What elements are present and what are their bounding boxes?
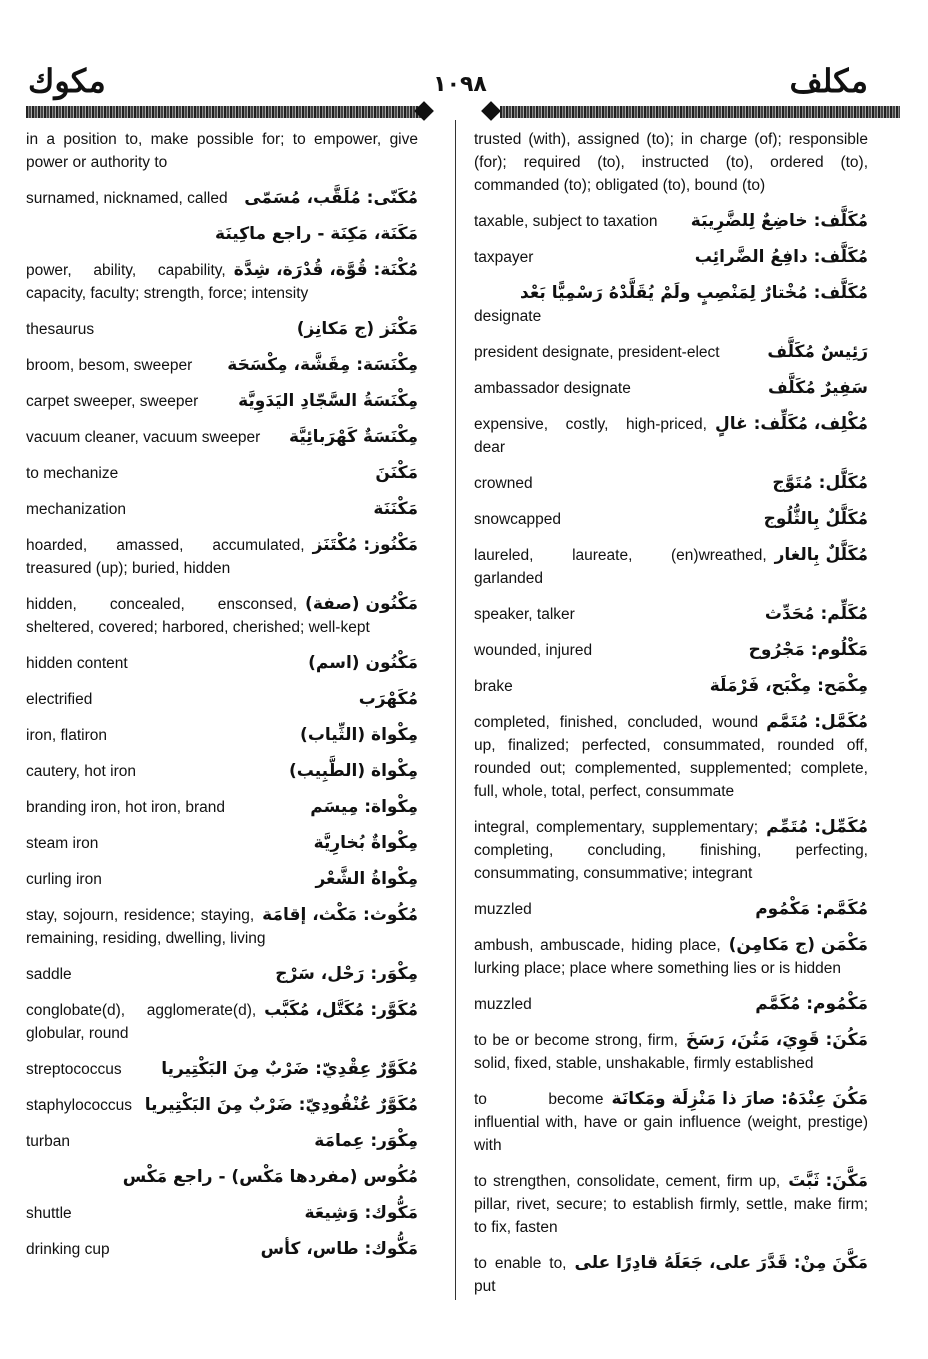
left-column — [26, 128, 418, 1274]
arabic-headword: مَكْنَنَ — [375, 463, 418, 483]
arabic-headword: مِكْوَر: رَحْل، سَرْج — [275, 964, 418, 984]
arabic-headword: مُكَلَّف: خاضِعٌ لِلضَّرِيبَة — [690, 211, 868, 231]
header-ornament-right — [500, 106, 900, 118]
english-definition: completed, finished, concluded, wound up, finalized; perfected, consummated, rounded off, rounded out; complemented, supplemented; complete, full, whole, total, perfect, consummate — [474, 714, 868, 800]
dictionary-entry — [26, 868, 418, 891]
dictionary-entry — [474, 993, 868, 1016]
dictionary-entry — [26, 1202, 418, 1225]
arabic-headword: مُكَمِّل: مُتَمِّم — [766, 817, 868, 837]
arabic-headword: مِكْنَسَةٌ كَهْرَبائِيَّة — [289, 427, 418, 447]
dictionary-entry — [474, 128, 868, 197]
arabic-headword: مُكْلِف، مُكَلِّف: غالٍ — [714, 414, 868, 434]
dictionary-entry — [26, 760, 418, 783]
english-definition: laureled, laureate, (en)wreathed, garlanded — [474, 547, 767, 587]
english-definition: designate — [474, 308, 542, 325]
dictionary-entry — [26, 1166, 418, 1189]
arabic-headword: مِكْمَح: مِكْبَح، فَرْمَلَة — [709, 676, 868, 696]
dictionary-entry — [26, 904, 418, 950]
arabic-headword: مِكْواة (الطَّبِيب) — [288, 761, 418, 781]
arabic-headword: مُكَلَّلٌ بِالثُّلُوج — [763, 509, 868, 529]
english-definition: ambush, ambuscade, hiding place, lurking place; place where something lies or is hidden — [474, 937, 842, 977]
header-right-word: مكلف — [789, 62, 868, 100]
arabic-headword: مَكْمَن (ج مَكامِن) — [728, 935, 868, 955]
dictionary-entry — [474, 711, 868, 803]
english-definition: mechanization — [26, 501, 126, 518]
arabic-headword: مُكَهْرَب — [358, 689, 418, 709]
arabic-headword: مَكَّنَ: ثَبَّتَ — [788, 1171, 868, 1191]
dictionary-entry — [26, 462, 418, 485]
arabic-headword: سَفِيرٌ مُكَلَّف — [768, 378, 868, 398]
dictionary-entry — [474, 603, 868, 626]
dictionary-entry — [26, 1058, 418, 1081]
arabic-headword: مِكْواة: مِيسَم — [310, 797, 418, 817]
english-definition: muzzled — [474, 901, 532, 918]
english-definition: shuttle — [26, 1205, 72, 1222]
dictionary-entry — [474, 675, 868, 698]
english-definition: steam iron — [26, 835, 99, 852]
dictionary-entry — [26, 999, 418, 1045]
arabic-headword: مَكْنَز (ج مَكانِز) — [296, 319, 418, 339]
arabic-headword: مُكُوس (مفردها مَكْس) - راجع مَكْس — [122, 1167, 418, 1187]
dictionary-entry — [26, 593, 418, 639]
dictionary-entry — [26, 652, 418, 675]
english-definition: carpet sweeper, sweeper — [26, 393, 199, 410]
english-definition: expensive, costly, high-priced, dear — [474, 416, 707, 456]
arabic-headword: مَكْنُون (صفة) — [305, 594, 418, 614]
page-number: ١٠٩٨ — [433, 72, 487, 97]
right-column — [474, 128, 868, 1311]
dictionary-entry — [26, 796, 418, 819]
dictionary-entry — [474, 1088, 868, 1157]
english-definition: crowned — [474, 475, 533, 492]
arabic-headword: مَكْنَنَة — [373, 499, 418, 519]
english-definition: streptococcus — [26, 1061, 122, 1078]
arabic-headword: مُكَمَّم: مَكْمُوم — [755, 899, 868, 919]
dictionary-entry — [26, 223, 418, 246]
english-definition: power, ability, capability, capacity, faculty; strength, force; intensity — [26, 262, 309, 302]
dictionary-entry — [26, 724, 418, 747]
english-definition: taxpayer — [474, 249, 534, 266]
arabic-headword: مُكَلَّف: دافِعُ الضَّرائِب — [694, 247, 868, 267]
dictionary-entry — [474, 934, 868, 980]
english-definition: wounded, injured — [474, 642, 593, 659]
english-definition: taxable, subject to taxation — [474, 213, 658, 230]
arabic-headword: مَكْلُوم: مَجْرُوح — [748, 640, 868, 660]
arabic-headword: مُكَلِّم: مُحَدِّث — [764, 604, 868, 624]
arabic-headword: مَكْمُوم: مُكَمَّم — [755, 994, 868, 1014]
arabic-headword: مُكْنَة: قُوَّة، قُدْرَة، شِدَّة — [233, 260, 418, 280]
dictionary-entry — [474, 508, 868, 531]
arabic-headword: مُكَلَّل: مُتَوَّج — [772, 473, 868, 493]
dictionary-entry — [474, 1170, 868, 1239]
dictionary-entry — [26, 354, 418, 377]
arabic-headword: مُكَلَّلٌ بِالغار — [774, 545, 868, 565]
arabic-headword: مِكْواة (الثِّياب) — [300, 725, 418, 745]
dictionary-entry — [26, 259, 418, 305]
arabic-headword: مُكَمَّل: مُتَمَّم — [766, 712, 868, 732]
english-definition: president designate, president-elect — [474, 344, 720, 361]
dictionary-entry — [474, 246, 868, 269]
dictionary-entry — [26, 187, 418, 210]
dictionary-entry — [26, 688, 418, 711]
arabic-headword: مُكَوَّرٌ عُنْقُودِيّ: ضَرْبٌ مِنَ البَكْتِيريا — [144, 1095, 418, 1115]
arabic-headword: مَكَّنَ مِنْ: قَدَّرَ على، جَعَلَهُ قادِرًا على — [574, 1253, 868, 1273]
dictionary-entry — [26, 318, 418, 341]
arabic-headword: مِكْواةُ الشَّعْر — [315, 869, 418, 889]
arabic-headword: مَكْنُوز: مُكْتَنَز — [312, 535, 418, 555]
dictionary-entry — [474, 377, 868, 400]
dictionary-entry — [26, 832, 418, 855]
english-definition: broom, besom, sweeper — [26, 357, 193, 374]
dictionary-entry — [26, 534, 418, 580]
english-definition: to be or become strong, firm, solid, fixed, stable, unshakable, firmly established — [474, 1032, 814, 1072]
dictionary-entry — [26, 963, 418, 986]
arabic-headword: مِكْوَر: عِمامَة — [314, 1131, 418, 1151]
header-left-word: مكوك — [28, 62, 106, 100]
english-definition: hidden content — [26, 655, 128, 672]
arabic-headword: مُكَنّى: مُلَقَّب، مُسَمّى — [244, 188, 418, 208]
english-definition: hidden, concealed, ensconsed, sheltered, covered; harbored, cherished; well-kept — [26, 596, 370, 636]
dictionary-entry — [474, 816, 868, 885]
english-definition: to strengthen, consolidate, cement, firm up, pillar, rivet, secure; to establish firmly, settle, make firm; to fix, fasten — [474, 1173, 868, 1236]
arabic-headword: مُكَلَّف: مُخْتارٌ لِمَنْصِبٍ ولَمْ يُقَلَّدْهُ رَسْمِيًّا بَعْد — [520, 283, 868, 303]
dictionary-entry — [26, 1130, 418, 1153]
dictionary-entry — [474, 1029, 868, 1075]
header-ornament-left — [26, 106, 424, 118]
dictionary-entry — [474, 1252, 868, 1298]
english-definition: drinking cup — [26, 1241, 110, 1258]
dictionary-entry — [26, 1094, 418, 1117]
dictionary-entry — [474, 639, 868, 662]
dictionary-entry — [474, 341, 868, 364]
dictionary-entry — [474, 282, 868, 328]
arabic-headword: مُكُوث: مَكْث، إقامَة — [262, 905, 418, 925]
english-definition: surnamed, nicknamed, called — [26, 190, 228, 207]
arabic-headword: مَكْنُون (اسم) — [308, 653, 418, 673]
english-definition: saddle — [26, 966, 72, 983]
arabic-headword: مَكُّوك: طاس، كأس — [260, 1239, 418, 1259]
dictionary-entry — [474, 413, 868, 459]
dictionary-entry — [474, 472, 868, 495]
english-definition: conglobate(d), agglomerate(d), globular, round — [26, 1002, 257, 1042]
arabic-headword: مِكْنَسَة: مِقَشَّة، مِكْسَحَة — [227, 355, 418, 375]
english-definition: trusted (with), assigned (to); in charge (of); responsible (for); required (to), instructed (to), ordered (to), commanded (to); obligated (to), bound (to) — [474, 131, 868, 194]
english-definition: ambassador designate — [474, 380, 631, 397]
english-definition: integral, complementary, supplementary; completing, concluding, finishing, perfecting, consummating, consummative; integrant — [474, 819, 868, 882]
dictionary-entry — [26, 128, 418, 174]
english-definition: stay, sojourn, residence; staying, remaining, residing, dwelling, living — [26, 907, 266, 947]
english-definition: to become influential with, have or gain influence (weight, prestige) with — [474, 1091, 868, 1154]
arabic-headword: مِكْنَسَةُ السَّجّادِ اليَدَوِيَّة — [238, 391, 418, 411]
english-definition: iron, flatiron — [26, 727, 107, 744]
english-definition: thesaurus — [26, 321, 95, 338]
arabic-headword: مِكْواةٌ بُخارِيَّة — [313, 833, 418, 853]
dictionary-entry — [26, 1238, 418, 1261]
dictionary-entry — [474, 544, 868, 590]
dictionary-entry — [26, 426, 418, 449]
english-definition: to mechanize — [26, 465, 119, 482]
english-definition: curling iron — [26, 871, 102, 888]
dictionary-entry — [474, 898, 868, 921]
english-definition: speaker, talker — [474, 606, 575, 623]
english-definition: brake — [474, 678, 513, 695]
arabic-headword: مَكَنَة، مَكِنَة - راجع ماكِينَة — [215, 224, 418, 244]
english-definition: staphylococcus — [26, 1097, 132, 1114]
arabic-headword: مَكُّوك: وَشِيعَة — [304, 1203, 418, 1223]
english-definition: to enable to, put — [474, 1255, 567, 1295]
english-definition: snowcapped — [474, 511, 562, 528]
dictionary-entry — [26, 498, 418, 521]
english-definition: branding iron, hot iron, brand — [26, 799, 226, 816]
column-divider — [455, 120, 456, 1300]
arabic-headword: مُكَوَّر: مُكَتَّل، مُكَبَّب — [264, 1000, 418, 1020]
arabic-headword: مُكَوَّرٌ عِقْدِيّ: ضَرْبٌ مِنَ البَكْتِيريا — [161, 1059, 418, 1079]
english-definition: in a position to, make possible for; to empower, give power or authority to — [26, 131, 418, 171]
english-definition: cautery, hot iron — [26, 763, 136, 780]
diamond-ornament-right — [481, 101, 501, 121]
english-definition: muzzled — [474, 996, 532, 1013]
dictionary-entry — [26, 390, 418, 413]
english-definition: hoarded, amassed, accumulated, treasured (up); buried, hidden — [26, 537, 305, 577]
english-definition: electrified — [26, 691, 93, 708]
english-definition: vacuum cleaner, vacuum sweeper — [26, 429, 261, 446]
arabic-headword: رَئِيسٌ مُكَلَّف — [767, 342, 868, 362]
dictionary-entry — [474, 210, 868, 233]
english-definition: turban — [26, 1133, 70, 1150]
arabic-headword: مَكُنَ: قَوِيَ، مَتُنَ، رَسَخَ — [685, 1030, 868, 1050]
arabic-headword: مَكُنَ عِنْدَهُ: صارَ ذا مَنْزِلَة ومَكانَة — [611, 1089, 868, 1109]
